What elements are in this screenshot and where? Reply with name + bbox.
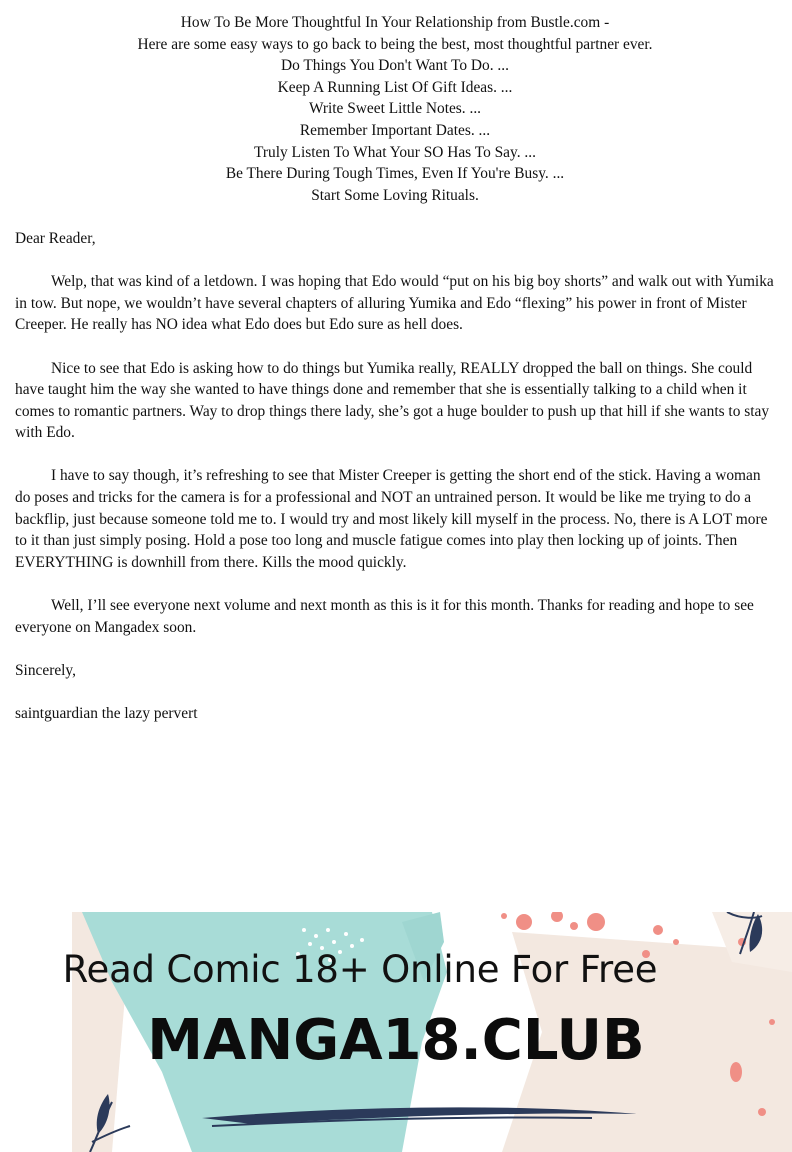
tip-item: Remember Important Dates. ... — [299, 121, 491, 139]
tip-item: Truly Listen To What Your SO Has To Say. ... — [254, 143, 536, 161]
tip-item: Do Things You Don't Want To Do. ... — [281, 57, 509, 75]
letter-greeting: Dear Reader, — [15, 229, 96, 247]
banner-site-name[interactable]: MANGA18.CLUB — [147, 1008, 645, 1073]
letter-paragraph: Well, I’ll see everyone next volume and next month as this is it for this month. Thanks for reading and hope to see everyone on Mangadex soon. — [15, 597, 754, 636]
letter-paragraph: Nice to see that Edo is asking how to do things but Yumika really, REALLY dropped the ball on things. She could have taught him the way she wanted to have things done and remember that she is essentially talking to a child when it comes to romantic partners. Way to drop things there lady, she’s got a huge boulder to push up that hill if she wants to stay with Edo. — [15, 359, 770, 442]
letter-paragraph: Welp, that was kind of a letdown. I was hoping that Edo would “put on his big boy shorts” and walk out with Yumika in tow. But nope, we wouldn’t have several chapters of alluring Yumika and Edo “flexing” his power in front of Mister Creeper. He really has NO idea what Edo does but Edo sure as hell does. — [15, 273, 774, 334]
tips-block — [15, 12, 775, 206]
tip-item: Be There During Tough Times, Even If You're Busy. ... — [225, 165, 565, 183]
tips-intro: Here are some easy ways to go back to being the best, most thoughtful partner ever. — [137, 35, 653, 53]
letter-signature: saintguardian the lazy pervert — [15, 705, 198, 722]
tip-item: Write Sweet Little Notes. ... — [308, 100, 482, 118]
letter-paragraph: I have to say though, it’s refreshing to see that Mister Creeper is getting the short end of the stick. Having a woman do poses and tricks for the camera is for a professional and NOT an untrained person. It would be like me trying to do a backflip, just because someone told me to. I would try and most likely kill myself in the process. No, there is A LOT more to it than just simply posing. Hold a pose too long and muscle fatigue comes into play then locking up of joints. Then EVERYTHING is downhill from there. Kills the mood quickly. — [15, 467, 768, 571]
tips-title: How To Be More Thoughtful In Your Relationship from Bustle.com - — [180, 14, 610, 31]
letter-document — [15, 12, 775, 725]
banner-tagline: Read Comic 18+ Online For Free — [62, 948, 658, 991]
tip-item: Keep A Running List Of Gift Ideas. ... — [277, 78, 513, 96]
tip-item: Start Some Loving Rituals. — [311, 186, 479, 204]
letter-closing: Sincerely, — [15, 661, 76, 679]
